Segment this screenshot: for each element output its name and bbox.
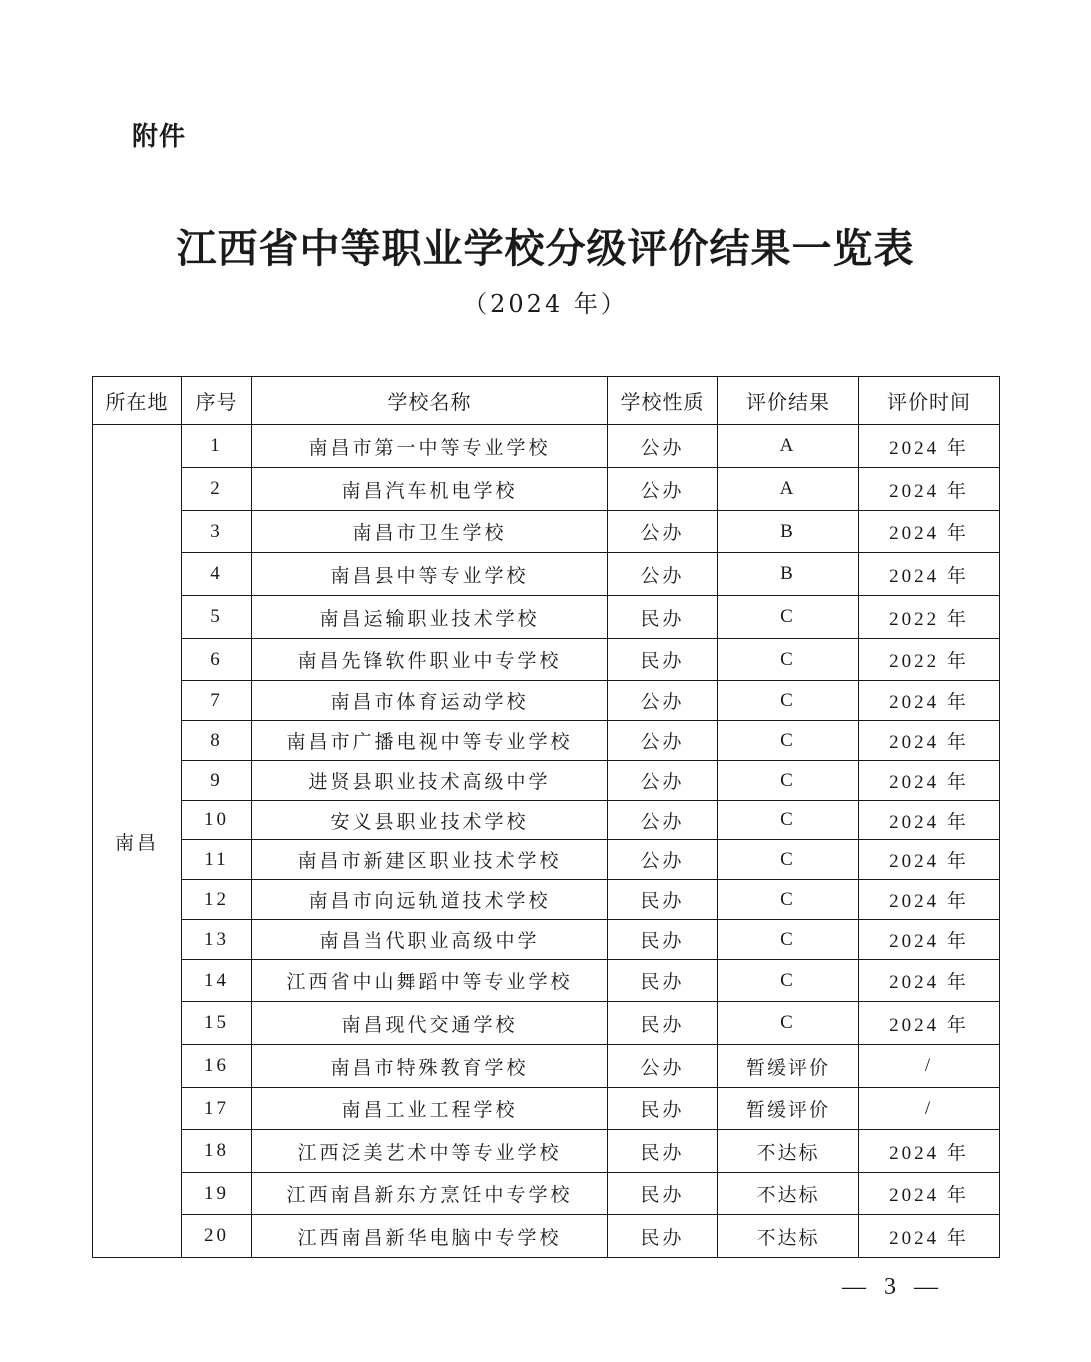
page-number: — 3 — <box>842 1274 944 1300</box>
evaluation-time: 2024 年 <box>859 960 1000 1002</box>
evaluation-time: / <box>859 1088 1000 1130</box>
header-result: 评价结果 <box>718 377 859 425</box>
row-number: 18 <box>182 1130 252 1173</box>
school-type: 民办 <box>608 1215 718 1258</box>
table-row <box>93 761 1000 801</box>
school-name: 江西南昌新华电脑中专学校 <box>252 1215 608 1258</box>
row-number: 19 <box>182 1173 252 1215</box>
table-row <box>93 639 1000 681</box>
evaluation-time: 2024 年 <box>859 425 1000 468</box>
school-type: 民办 <box>608 920 718 960</box>
table-row <box>93 840 1000 880</box>
document-title: 江西省中等职业学校分级评价结果一览表 <box>176 225 915 272</box>
school-type: 民办 <box>608 1173 718 1215</box>
evaluation-time: 2024 年 <box>859 801 1000 840</box>
school-name: 南昌当代职业高级中学 <box>252 920 608 960</box>
school-type: 民办 <box>608 1088 718 1130</box>
evaluation-result: C <box>718 596 859 639</box>
school-type: 公办 <box>608 425 718 468</box>
location-cell: 南昌 <box>93 425 182 1258</box>
evaluation-result: 不达标 <box>718 1215 859 1258</box>
table-row <box>93 1215 1000 1258</box>
table-row <box>93 511 1000 553</box>
row-number: 11 <box>182 840 252 880</box>
row-number: 8 <box>182 721 252 761</box>
evaluation-result: C <box>718 761 859 801</box>
document-subtitle: （2024 年） <box>463 290 628 318</box>
evaluation-result: A <box>718 425 859 468</box>
evaluation-result: C <box>718 681 859 721</box>
school-type: 公办 <box>608 1045 718 1088</box>
school-name: 南昌现代交通学校 <box>252 1002 608 1045</box>
school-name: 南昌县中等专业学校 <box>252 553 608 596</box>
header-school-type: 学校性质 <box>608 377 718 425</box>
school-name: 南昌汽车机电学校 <box>252 468 608 511</box>
evaluation-time: 2024 年 <box>859 681 1000 721</box>
school-type: 公办 <box>608 511 718 553</box>
school-name: 南昌市广播电视中等专业学校 <box>252 721 608 761</box>
row-number: 17 <box>182 1088 252 1130</box>
school-type: 公办 <box>608 840 718 880</box>
evaluation-time: 2024 年 <box>859 840 1000 880</box>
evaluation-result: 不达标 <box>718 1173 859 1215</box>
evaluation-time: 2024 年 <box>859 721 1000 761</box>
evaluation-result: B <box>718 553 859 596</box>
header-number: 序号 <box>182 377 252 425</box>
school-type: 民办 <box>608 596 718 639</box>
evaluation-result: C <box>718 801 859 840</box>
evaluation-time: 2024 年 <box>859 1002 1000 1045</box>
school-name: 南昌市向远轨道技术学校 <box>252 880 608 920</box>
table-row <box>93 468 1000 511</box>
header-school-name: 学校名称 <box>252 377 608 425</box>
results-table <box>92 376 1000 1258</box>
evaluation-time: 2022 年 <box>859 639 1000 681</box>
school-name: 南昌市第一中等专业学校 <box>252 425 608 468</box>
row-number: 14 <box>182 960 252 1002</box>
school-type: 民办 <box>608 960 718 1002</box>
table-row <box>93 1045 1000 1088</box>
school-name: 江西省中山舞蹈中等专业学校 <box>252 960 608 1002</box>
row-number: 15 <box>182 1002 252 1045</box>
evaluation-result: A <box>718 468 859 511</box>
school-name: 南昌市特殊教育学校 <box>252 1045 608 1088</box>
header-location: 所在地 <box>93 377 182 425</box>
evaluation-time: 2024 年 <box>859 1130 1000 1173</box>
table-row <box>93 425 1000 468</box>
table-row <box>93 681 1000 721</box>
school-type: 民办 <box>608 1130 718 1173</box>
row-number: 16 <box>182 1045 252 1088</box>
evaluation-time: 2022 年 <box>859 596 1000 639</box>
school-type: 公办 <box>608 553 718 596</box>
row-number: 9 <box>182 761 252 801</box>
row-number: 7 <box>182 681 252 721</box>
school-name: 安义县职业技术学校 <box>252 801 608 840</box>
table-header-row <box>93 377 1000 425</box>
school-name: 南昌运输职业技术学校 <box>252 596 608 639</box>
evaluation-time: 2024 年 <box>859 1215 1000 1258</box>
evaluation-time: 2024 年 <box>859 468 1000 511</box>
table-row <box>93 960 1000 1002</box>
school-name: 南昌市体育运动学校 <box>252 681 608 721</box>
table-row <box>93 801 1000 840</box>
header-time: 评价时间 <box>859 377 1000 425</box>
table-row <box>93 1130 1000 1173</box>
row-number: 13 <box>182 920 252 960</box>
row-number: 6 <box>182 639 252 681</box>
evaluation-time: 2024 年 <box>859 880 1000 920</box>
evaluation-result: C <box>718 639 859 681</box>
table-row <box>93 721 1000 761</box>
evaluation-time: 2024 年 <box>859 511 1000 553</box>
evaluation-time: 2024 年 <box>859 1173 1000 1215</box>
row-number: 10 <box>182 801 252 840</box>
evaluation-result: 暂缓评价 <box>718 1088 859 1130</box>
table-row <box>93 920 1000 960</box>
table-row <box>93 1002 1000 1045</box>
evaluation-time: 2024 年 <box>859 761 1000 801</box>
school-name: 南昌工业工程学校 <box>252 1088 608 1130</box>
table-body <box>93 425 1000 1258</box>
table-row <box>93 596 1000 639</box>
school-name: 南昌市卫生学校 <box>252 511 608 553</box>
school-name: 江西南昌新东方烹饪中专学校 <box>252 1173 608 1215</box>
evaluation-time: 2024 年 <box>859 920 1000 960</box>
row-number: 12 <box>182 880 252 920</box>
evaluation-result: C <box>718 960 859 1002</box>
school-name: 南昌先锋软件职业中专学校 <box>252 639 608 681</box>
row-number: 1 <box>182 425 252 468</box>
row-number: 20 <box>182 1215 252 1258</box>
school-name: 进贤县职业技术高级中学 <box>252 761 608 801</box>
row-number: 5 <box>182 596 252 639</box>
school-type: 公办 <box>608 721 718 761</box>
school-type: 民办 <box>608 1002 718 1045</box>
school-type: 公办 <box>608 801 718 840</box>
row-number: 3 <box>182 511 252 553</box>
evaluation-result: C <box>718 840 859 880</box>
evaluation-result: C <box>718 1002 859 1045</box>
evaluation-time: / <box>859 1045 1000 1088</box>
evaluation-result: C <box>718 920 859 960</box>
school-name: 江西泛美艺术中等专业学校 <box>252 1130 608 1173</box>
school-type: 公办 <box>608 681 718 721</box>
row-number: 2 <box>182 468 252 511</box>
attachment-label: 附件 <box>132 122 187 152</box>
school-type: 民办 <box>608 880 718 920</box>
evaluation-result: 暂缓评价 <box>718 1045 859 1088</box>
table-row <box>93 1173 1000 1215</box>
evaluation-result: C <box>718 880 859 920</box>
school-name: 南昌市新建区职业技术学校 <box>252 840 608 880</box>
table-row <box>93 880 1000 920</box>
table-row <box>93 553 1000 596</box>
school-type: 民办 <box>608 639 718 681</box>
evaluation-result: 不达标 <box>718 1130 859 1173</box>
school-type: 公办 <box>608 761 718 801</box>
school-type: 公办 <box>608 468 718 511</box>
evaluation-result: C <box>718 721 859 761</box>
evaluation-time: 2024 年 <box>859 553 1000 596</box>
evaluation-result: B <box>718 511 859 553</box>
row-number: 4 <box>182 553 252 596</box>
table-row <box>93 1088 1000 1130</box>
